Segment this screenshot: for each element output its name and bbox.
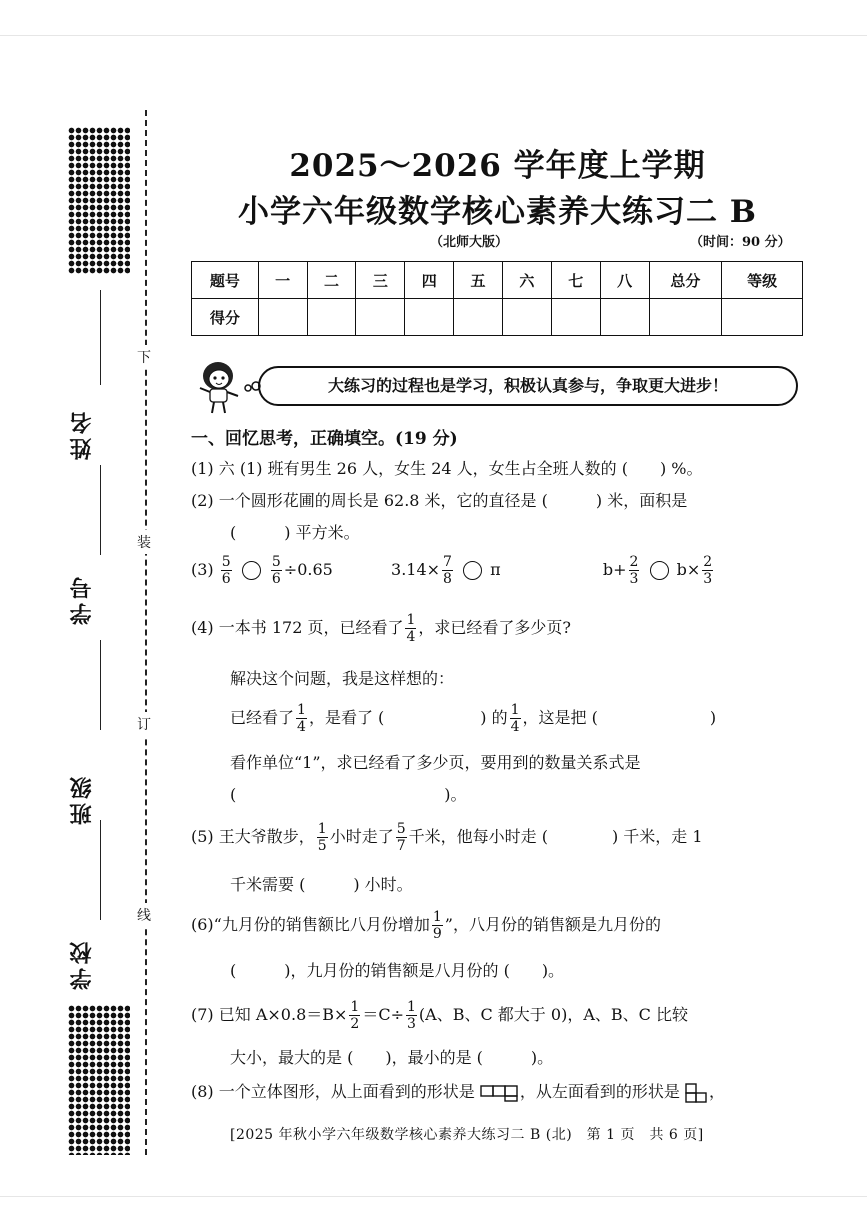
- fraction: $\frac{1}{2}$: [350, 999, 360, 1032]
- question-4-line5: ( )。: [230, 785, 467, 804]
- fraction: $\frac{5}{7}$: [396, 821, 406, 854]
- fraction: $\frac{1}{4}$: [510, 702, 520, 735]
- fraction: $\frac{1}{4}$: [406, 612, 416, 645]
- question-6-line2: ( )，九月份的销售额是八月份的 ( )。: [230, 961, 565, 980]
- score-cell[interactable]: [307, 299, 356, 336]
- score-header-cell: 六: [502, 262, 551, 299]
- score-cell[interactable]: [502, 299, 551, 336]
- score-cell[interactable]: [551, 299, 600, 336]
- fraction: $\frac{2}{3}$: [703, 554, 713, 587]
- score-cell[interactable]: [722, 299, 803, 336]
- checker-pattern-bottom: [68, 1005, 130, 1155]
- question-2-line2: ( ) 平方米。: [230, 523, 360, 542]
- field-blank-student-id-2[interactable]: [100, 640, 101, 730]
- fraction: $\frac{1}{5}$: [317, 821, 327, 854]
- score-cell[interactable]: [649, 299, 722, 336]
- fraction: $\frac{1}{4}$: [297, 702, 306, 735]
- field-label-class: 班级: [69, 773, 95, 825]
- q3-a-tail: ÷0.65: [283, 560, 333, 579]
- question-7-line2: 大小，最大的是 ( )，最小的是 ( )。: [230, 1048, 554, 1067]
- compare-circle[interactable]: [463, 561, 482, 580]
- top-view-shape-icon: [480, 1084, 520, 1102]
- fraction: $\frac{7}{8}$: [443, 554, 452, 587]
- score-header-cell: 八: [600, 262, 649, 299]
- edition-label: （北师大版）: [430, 235, 509, 250]
- question-7-line1: (7) 已知 A×0.8＝B× $\frac{1}{2}$ ＝C÷ $\frac{1}{3}$ (A、B、C 都大于 0)，A、B、C 比较: [191, 999, 688, 1032]
- score-header-cell: 七: [551, 262, 600, 299]
- fraction: $\frac{2}{3}$: [629, 554, 639, 587]
- question-4-line2: 解决这个问题，我是这样想的：: [230, 669, 455, 688]
- q3-c-mid: b×: [676, 560, 701, 579]
- score-header-cell: 五: [454, 262, 503, 299]
- time-label: （时间：90 分）: [690, 235, 791, 250]
- score-cell[interactable]: [600, 299, 649, 336]
- fraction: $\frac{5}{6}$: [221, 554, 231, 587]
- question-5-line1: (5) 王大爷散步， $\frac{1}{5}$ 小时走了 $\frac{5}{7}$ 千米，他每小时走 ( ) 千米，走 1: [191, 821, 703, 854]
- field-label-student-id: 学号: [69, 573, 95, 625]
- left-view-shape-icon: [685, 1083, 709, 1103]
- q3-c-left: b+: [602, 560, 627, 579]
- binding-dashed-line: [145, 110, 147, 1155]
- score-cell[interactable]: [258, 299, 307, 336]
- scan-edge-bottom: [0, 1196, 867, 1197]
- question-5-line2: 千米需要 ( ) 小时。: [230, 875, 413, 894]
- q3-label: (3): [191, 560, 214, 579]
- binding-char-4: 线: [137, 903, 151, 927]
- score-header-cell: 一: [258, 262, 307, 299]
- fraction: $\frac{1}{9}$: [432, 909, 442, 942]
- score-table-header-row: [192, 262, 803, 299]
- page-footer: [2025 年秋小学六年级数学核心素养大练习二 B (北) 第 1 页 共 6 页]: [230, 1127, 704, 1143]
- q3-b-left: 3.14×: [391, 560, 441, 579]
- score-cell[interactable]: [356, 299, 405, 336]
- q3-b-right: π: [490, 560, 501, 579]
- motto-bubble: 大练习的过程也是学习，积极认真参与，争取更大进步！: [258, 366, 798, 406]
- checker-pattern-top: [68, 127, 130, 274]
- binding-char-1: 下: [137, 345, 151, 369]
- page-title-year: 2025～2026 学年度上学期: [289, 148, 706, 184]
- binding-char-2: 装: [137, 530, 151, 554]
- question-4-line4: 看作单位“1”，求已经看了多少页，要用到的数量关系式是: [230, 753, 641, 772]
- field-blank-student-id[interactable]: [100, 465, 101, 555]
- fraction: $\frac{1}{3}$: [407, 999, 416, 1032]
- section-title: 一、回忆思考，正确填空。(19 分): [191, 429, 458, 449]
- compare-circle[interactable]: [650, 561, 669, 580]
- score-header-cell: 四: [405, 262, 454, 299]
- binding-char-3: 订: [137, 712, 151, 736]
- scan-edge-top: [0, 35, 867, 36]
- question-4-line3: 已经看了 $\frac{1}{4}$ ，是看了 ( ) 的 $\frac{1}{4}$ ，这是把 ( ): [230, 702, 717, 735]
- field-label-name: 姓名: [69, 408, 95, 460]
- question-4-line1: (4) 一本书 172 页，已经看了 $\frac{1}{4}$ ，求已经看了多少页?: [191, 612, 571, 645]
- field-blank-class[interactable]: [100, 820, 101, 920]
- mascot-boy-icon: [192, 358, 246, 416]
- score-table-score-row: [192, 299, 803, 336]
- field-blank-name[interactable]: [100, 290, 101, 385]
- question-8-line1: (8) 一个立体图形，从上面看到的形状是 ，从左面看到的形状是 ，: [191, 1082, 725, 1101]
- question-1: (1) 六 (1) 班有男生 26 人，女生 24 人，女生占全班人数的 ( ) %。: [191, 459, 703, 478]
- score-header-cell: 二: [307, 262, 356, 299]
- score-cell[interactable]: [454, 299, 503, 336]
- score-header-cell: 总分: [649, 262, 722, 299]
- score-row-label: 得分: [192, 299, 259, 336]
- score-table: [191, 261, 803, 336]
- question-2-line1: (2) 一个圆形花圃的周长是 62.8 米，它的直径是 ( ) 米，面积是: [191, 491, 688, 510]
- score-cell[interactable]: [405, 299, 454, 336]
- score-header-cell: 三: [356, 262, 405, 299]
- score-header-cell: 等级: [722, 262, 803, 299]
- question-6-line1: (6)“九月份的销售额比八月份增加 $\frac{1}{9}$ ”，八月份的销售额是九月份的: [191, 909, 661, 942]
- score-header-cell: 题号: [192, 262, 259, 299]
- page-title-subject: 小学六年级数学核心素养大练习二 B: [238, 194, 757, 230]
- compare-circle[interactable]: [242, 561, 261, 580]
- field-label-school: 学校: [69, 938, 95, 990]
- question-3: [191, 555, 715, 586]
- fraction: $\frac{5}{6}$: [271, 554, 281, 587]
